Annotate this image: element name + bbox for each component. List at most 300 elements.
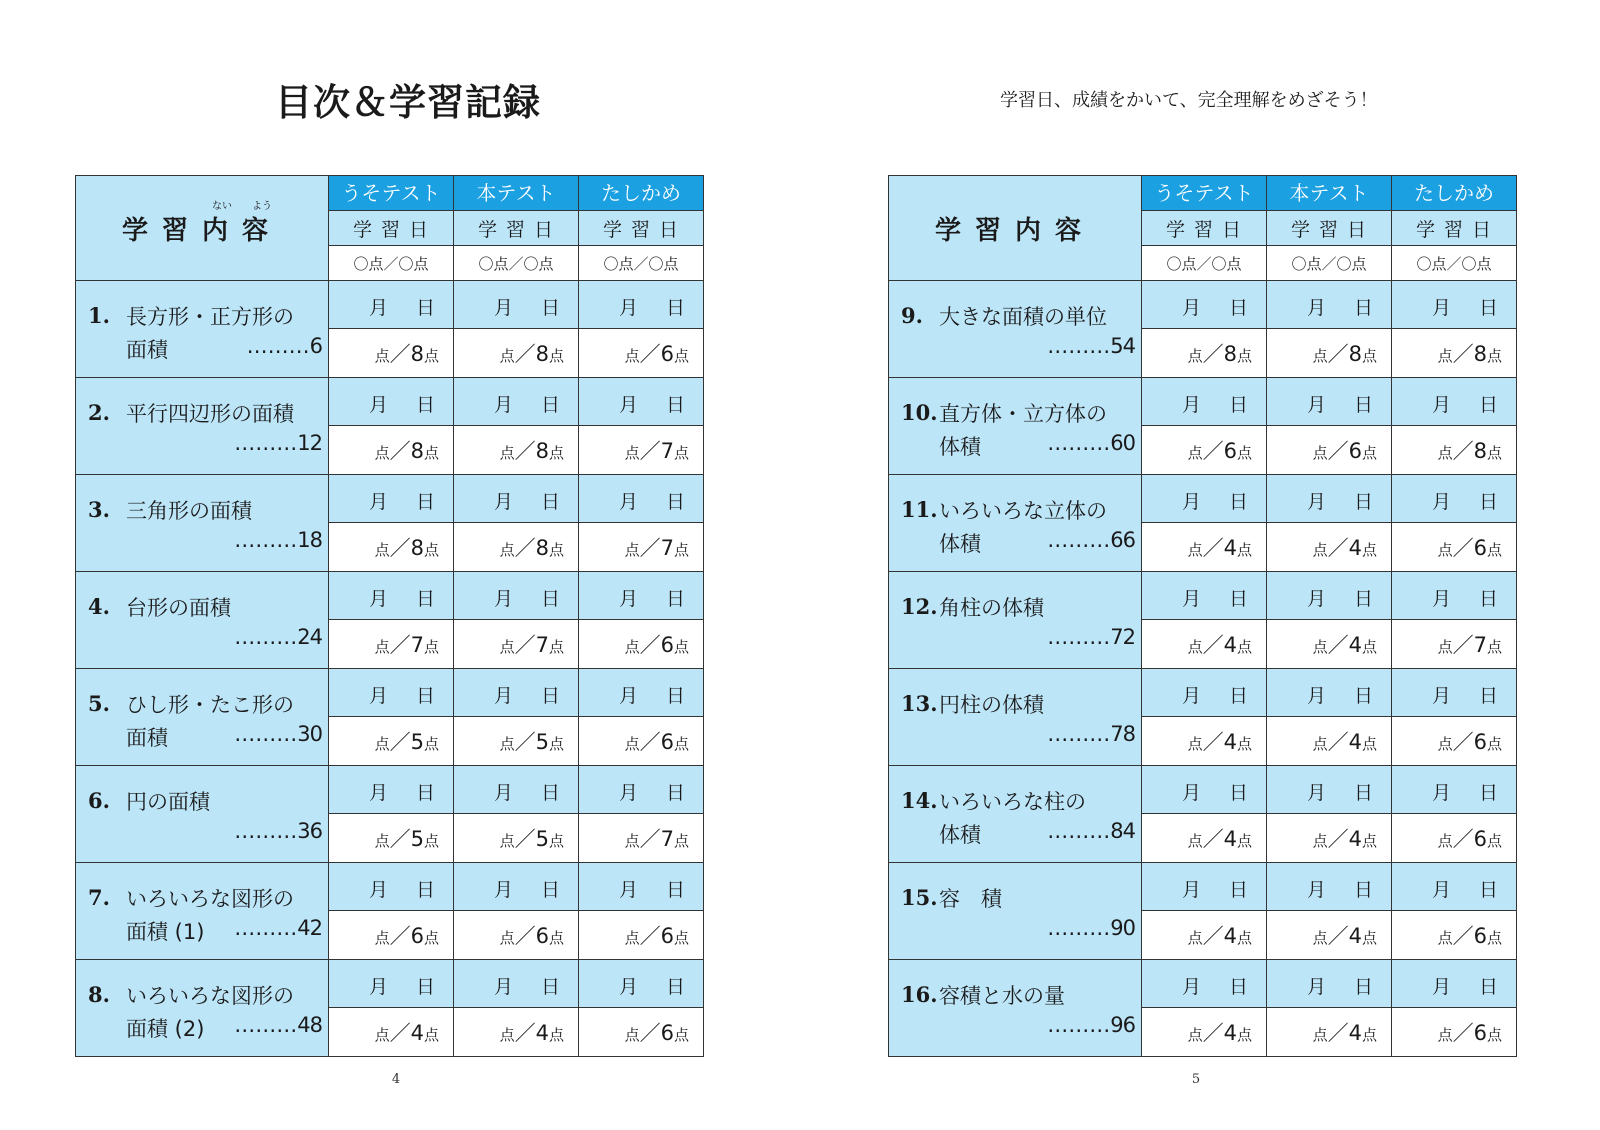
max-score: 8 xyxy=(410,439,424,463)
study-date-field[interactable] xyxy=(329,960,454,1008)
point-label: 点 xyxy=(499,347,515,365)
score-field[interactable] xyxy=(1142,1008,1267,1057)
lesson-cell xyxy=(76,960,329,1057)
study-date-field[interactable] xyxy=(329,378,454,426)
study-date-field[interactable] xyxy=(579,669,704,717)
slash: ／ xyxy=(514,924,536,948)
lesson-title-line2: 面積 (2) xyxy=(126,1017,205,1041)
score-field[interactable] xyxy=(1392,620,1517,669)
point-label: 点 xyxy=(1187,832,1203,850)
score-field[interactable] xyxy=(1392,523,1517,572)
day-label: 日 xyxy=(1228,685,1248,707)
lesson-number: 15. xyxy=(901,885,938,910)
month-label: 月 xyxy=(369,297,389,319)
study-date-field[interactable] xyxy=(1142,960,1267,1008)
max-score: 6 xyxy=(1473,730,1487,754)
day-label: 日 xyxy=(1353,394,1373,416)
point-label: 点 xyxy=(1187,444,1203,462)
month-label: 月 xyxy=(369,879,389,901)
max-score: 7 xyxy=(410,633,424,657)
lesson-number: 11. xyxy=(901,497,938,522)
slash: ／ xyxy=(514,342,536,366)
lesson-row-date xyxy=(889,572,1517,620)
day-label: 日 xyxy=(1228,879,1248,901)
month-label: 月 xyxy=(1182,782,1202,804)
score-field[interactable] xyxy=(454,620,579,669)
lesson-content xyxy=(889,475,1141,570)
lesson-cell xyxy=(889,766,1142,863)
day-label: 日 xyxy=(665,782,685,804)
point-label: 点 xyxy=(548,832,564,850)
point-label: 点 xyxy=(1312,638,1328,656)
slash: ／ xyxy=(389,633,411,657)
lesson-row-date xyxy=(889,281,1517,329)
month-label: 月 xyxy=(1432,685,1452,707)
lesson-title: 台形の面積 xyxy=(126,596,231,620)
point-label: 点 xyxy=(1187,638,1203,656)
score-field[interactable] xyxy=(329,329,454,378)
lesson-content xyxy=(76,572,328,667)
score-field[interactable] xyxy=(1267,620,1392,669)
month-label: 月 xyxy=(1432,588,1452,610)
point-label: 点 xyxy=(1437,735,1453,753)
score-field[interactable] xyxy=(329,717,454,766)
score-field[interactable] xyxy=(329,620,454,669)
lesson-row-date xyxy=(889,960,1517,1008)
point-label: 点 xyxy=(1361,638,1377,656)
leader-dots: ……… xyxy=(234,431,298,455)
lesson-cell xyxy=(889,281,1142,378)
lesson-cell xyxy=(889,669,1142,766)
slash: ／ xyxy=(1327,924,1349,948)
point-label: 点 xyxy=(423,638,439,656)
point-label: 点 xyxy=(499,1026,515,1044)
lesson-page-ref xyxy=(1047,528,1135,552)
study-date-field[interactable] xyxy=(579,475,704,523)
study-date-field[interactable] xyxy=(1267,475,1392,523)
page-ref-number: 6 xyxy=(309,334,322,358)
lesson-content xyxy=(76,766,328,861)
lesson-cell xyxy=(76,766,329,863)
page-title: 目次＆学習記録 xyxy=(275,81,541,124)
point-label: 点 xyxy=(1437,444,1453,462)
point-label: 点 xyxy=(1236,735,1252,753)
lesson-cell xyxy=(889,960,1142,1057)
lesson-number: 9. xyxy=(901,303,923,328)
score-field[interactable] xyxy=(454,814,579,863)
study-day-header: 学習日 xyxy=(329,211,454,246)
study-date-field[interactable] xyxy=(579,960,704,1008)
lesson-number: 4. xyxy=(88,594,110,619)
month-label: 月 xyxy=(1182,491,1202,513)
max-score: 7 xyxy=(660,827,674,851)
month-label: 月 xyxy=(1432,976,1452,998)
content-header-char: 習 xyxy=(161,215,202,246)
lesson-title: 長方形・正方形の xyxy=(126,305,294,329)
lesson-page-ref xyxy=(1047,819,1135,843)
max-score: 6 xyxy=(660,633,674,657)
score-field[interactable] xyxy=(329,911,454,960)
score-field[interactable] xyxy=(1142,426,1267,475)
point-label: 点 xyxy=(423,929,439,947)
study-date-field[interactable] xyxy=(454,766,579,814)
slash: ／ xyxy=(639,730,661,754)
day-label: 日 xyxy=(665,976,685,998)
lesson-page-ref xyxy=(234,1013,322,1037)
lesson-number: 5. xyxy=(88,691,110,716)
point-label: 点 xyxy=(673,541,689,559)
score-field[interactable] xyxy=(1142,523,1267,572)
point-label: 点 xyxy=(1361,347,1377,365)
score-field[interactable] xyxy=(1392,329,1517,378)
slash: ／ xyxy=(1202,730,1224,754)
slash: ／ xyxy=(1452,1021,1474,1045)
leader-dots: ……… xyxy=(234,916,298,940)
study-date-field[interactable] xyxy=(1267,572,1392,620)
score-field[interactable] xyxy=(454,1008,579,1057)
study-date-field[interactable] xyxy=(1267,378,1392,426)
point-label: 点 xyxy=(1312,929,1328,947)
month-label: 月 xyxy=(1182,588,1202,610)
lesson-title: 三角形の面積 xyxy=(126,499,252,523)
point-label: 点 xyxy=(1486,638,1502,656)
score-field[interactable] xyxy=(1267,717,1392,766)
day-label: 日 xyxy=(665,297,685,319)
month-label: 月 xyxy=(1182,685,1202,707)
max-score: 4 xyxy=(1348,536,1362,560)
page-ref-number: 18 xyxy=(297,528,322,552)
score-field[interactable] xyxy=(1142,911,1267,960)
point-label: 点 xyxy=(1312,832,1328,850)
score-field[interactable] xyxy=(579,1008,704,1057)
study-date-field[interactable] xyxy=(1142,863,1267,911)
point-label: 点 xyxy=(673,638,689,656)
point-label: 点 xyxy=(374,832,390,850)
study-date-field[interactable] xyxy=(579,863,704,911)
max-score: 4 xyxy=(1223,633,1237,657)
score-field[interactable] xyxy=(1267,814,1392,863)
day-label: 日 xyxy=(665,394,685,416)
max-score: 8 xyxy=(535,536,549,560)
month-label: 月 xyxy=(619,297,639,319)
leader-dots: ……… xyxy=(1047,334,1111,358)
study-date-field[interactable] xyxy=(1267,863,1392,911)
study-date-field[interactable] xyxy=(454,669,579,717)
lesson-row-date xyxy=(76,378,704,426)
score-field[interactable] xyxy=(454,329,579,378)
day-label: 日 xyxy=(1353,685,1373,707)
lesson-title: いろいろな図形の xyxy=(126,984,294,1008)
day-label: 日 xyxy=(415,782,435,804)
study-date-field[interactable] xyxy=(1142,378,1267,426)
day-label: 日 xyxy=(1478,394,1498,416)
score-field[interactable] xyxy=(579,911,704,960)
score-format-header: 〇点／〇点 xyxy=(329,246,454,281)
study-date-field[interactable] xyxy=(454,475,579,523)
score-field[interactable] xyxy=(329,523,454,572)
month-label: 月 xyxy=(1182,879,1202,901)
point-label: 点 xyxy=(1187,929,1203,947)
study-date-field[interactable] xyxy=(329,572,454,620)
max-score: 6 xyxy=(1223,439,1237,463)
score-field[interactable] xyxy=(579,426,704,475)
ruby-char xyxy=(202,200,243,247)
page-ref-number: 54 xyxy=(1110,334,1135,358)
score-field[interactable] xyxy=(454,911,579,960)
point-label: 点 xyxy=(1361,929,1377,947)
lesson-content xyxy=(889,281,1141,376)
leader-dots: ……… xyxy=(1047,1013,1111,1037)
month-label: 月 xyxy=(619,491,639,513)
study-date-field[interactable] xyxy=(329,766,454,814)
month-label: 月 xyxy=(1307,297,1327,319)
leader-dots: ……… xyxy=(234,722,298,746)
study-date-field[interactable] xyxy=(1392,378,1517,426)
point-label: 点 xyxy=(673,832,689,850)
score-field[interactable] xyxy=(1392,426,1517,475)
study-date-field[interactable] xyxy=(454,863,579,911)
lesson-cell xyxy=(76,863,329,960)
study-date-field[interactable] xyxy=(1142,766,1267,814)
max-score: 8 xyxy=(410,342,424,366)
point-label: 点 xyxy=(624,638,640,656)
lesson-page-ref xyxy=(1047,431,1135,455)
lesson-page-ref xyxy=(234,625,322,649)
leader-dots: ……… xyxy=(1047,722,1111,746)
score-field[interactable] xyxy=(579,717,704,766)
study-date-field[interactable] xyxy=(1392,960,1517,1008)
lesson-row-date xyxy=(889,669,1517,717)
score-field[interactable] xyxy=(454,717,579,766)
point-label: 点 xyxy=(624,541,640,559)
max-score: 6 xyxy=(410,924,424,948)
study-date-field[interactable] xyxy=(454,572,579,620)
page-ref-number: 90 xyxy=(1110,916,1135,940)
max-score: 6 xyxy=(1473,924,1487,948)
slash: ／ xyxy=(639,633,661,657)
point-label: 点 xyxy=(1236,929,1252,947)
point-label: 点 xyxy=(1361,541,1377,559)
study-date-field[interactable] xyxy=(1267,960,1392,1008)
slash: ／ xyxy=(639,827,661,851)
month-label: 月 xyxy=(1307,491,1327,513)
study-date-field[interactable] xyxy=(1267,766,1392,814)
point-label: 点 xyxy=(499,638,515,656)
score-field[interactable] xyxy=(1267,911,1392,960)
content-header-char: 内 xyxy=(1015,215,1056,246)
max-score: 8 xyxy=(1223,342,1237,366)
lesson-cell xyxy=(76,475,329,572)
score-field[interactable] xyxy=(329,426,454,475)
point-label: 点 xyxy=(374,444,390,462)
lesson-content xyxy=(889,766,1141,861)
day-label: 日 xyxy=(540,491,560,513)
page-ref-number: 60 xyxy=(1110,431,1135,455)
lesson-title-line2: 面積 xyxy=(126,726,168,750)
study-date-field[interactable] xyxy=(1142,572,1267,620)
score-field[interactable] xyxy=(1142,717,1267,766)
lesson-title: 容積と水の量 xyxy=(939,984,1065,1008)
lesson-number: 2. xyxy=(88,400,110,425)
study-date-field[interactable] xyxy=(1392,281,1517,329)
score-field[interactable] xyxy=(1267,523,1392,572)
page-ref-number: 96 xyxy=(1110,1013,1135,1037)
month-label: 月 xyxy=(1432,297,1452,319)
score-field[interactable] xyxy=(1267,1008,1392,1057)
score-field[interactable] xyxy=(1392,911,1517,960)
month-label: 月 xyxy=(494,879,514,901)
leader-dots: ……… xyxy=(246,334,310,358)
max-score: 4 xyxy=(1348,827,1362,851)
point-label: 点 xyxy=(1361,735,1377,753)
point-label: 点 xyxy=(423,444,439,462)
lesson-title-line2: 体積 xyxy=(939,823,981,847)
study-date-field[interactable] xyxy=(454,960,579,1008)
study-date-field[interactable] xyxy=(1267,281,1392,329)
day-label: 日 xyxy=(415,297,435,319)
lesson-number: 3. xyxy=(88,497,110,522)
point-label: 点 xyxy=(374,929,390,947)
test-header: たしかめ xyxy=(1392,176,1517,211)
study-date-field[interactable] xyxy=(454,281,579,329)
content-header xyxy=(76,176,329,281)
slash: ／ xyxy=(1327,633,1349,657)
study-date-field[interactable] xyxy=(1392,669,1517,717)
study-date-field[interactable] xyxy=(579,572,704,620)
study-date-field[interactable] xyxy=(579,766,704,814)
study-date-field[interactable] xyxy=(454,378,579,426)
max-score: 6 xyxy=(1473,827,1487,851)
score-field[interactable] xyxy=(1142,620,1267,669)
study-date-field[interactable] xyxy=(1142,475,1267,523)
study-date-field[interactable] xyxy=(1392,766,1517,814)
study-date-field[interactable] xyxy=(329,669,454,717)
month-label: 月 xyxy=(619,685,639,707)
point-label: 点 xyxy=(1437,929,1453,947)
score-field[interactable] xyxy=(1267,426,1392,475)
lesson-page-ref xyxy=(1047,1013,1135,1037)
day-label: 日 xyxy=(1228,491,1248,513)
month-label: 月 xyxy=(619,976,639,998)
slash: ／ xyxy=(1202,1021,1224,1045)
study-day-header: 学習日 xyxy=(1392,211,1517,246)
lesson-title: いろいろな図形の xyxy=(126,887,294,911)
score-field[interactable] xyxy=(454,523,579,572)
lesson-row-date xyxy=(889,475,1517,523)
score-field[interactable] xyxy=(454,426,579,475)
month-label: 月 xyxy=(1432,782,1452,804)
study-date-field[interactable] xyxy=(1392,863,1517,911)
score-field[interactable] xyxy=(1142,814,1267,863)
study-date-field[interactable] xyxy=(579,281,704,329)
score-field[interactable] xyxy=(579,814,704,863)
study-date-field[interactable] xyxy=(329,281,454,329)
score-field[interactable] xyxy=(579,523,704,572)
day-label: 日 xyxy=(1228,297,1248,319)
score-field[interactable] xyxy=(579,329,704,378)
month-label: 月 xyxy=(494,976,514,998)
ruby-base: 容 xyxy=(242,215,283,246)
month-label: 月 xyxy=(494,297,514,319)
point-label: 点 xyxy=(423,1026,439,1044)
score-field[interactable] xyxy=(1392,1008,1517,1057)
slash: ／ xyxy=(1452,827,1474,851)
slash: ／ xyxy=(389,730,411,754)
score-field[interactable] xyxy=(1392,814,1517,863)
score-field[interactable] xyxy=(329,814,454,863)
study-date-field[interactable] xyxy=(579,378,704,426)
max-score: 4 xyxy=(1348,730,1362,754)
lesson-content xyxy=(889,863,1141,958)
study-date-field[interactable] xyxy=(1392,572,1517,620)
lesson-page-ref xyxy=(234,916,322,940)
max-score: 6 xyxy=(1473,1021,1487,1045)
max-score: 4 xyxy=(1348,1021,1362,1045)
score-field[interactable] xyxy=(329,1008,454,1057)
slash: ／ xyxy=(389,342,411,366)
point-label: 点 xyxy=(1236,638,1252,656)
slash: ／ xyxy=(1452,633,1474,657)
score-field[interactable] xyxy=(1267,329,1392,378)
study-date-field[interactable] xyxy=(1142,281,1267,329)
max-score: 5 xyxy=(410,730,424,754)
study-date-field[interactable] xyxy=(329,863,454,911)
month-label: 月 xyxy=(1182,394,1202,416)
lesson-content xyxy=(76,475,328,570)
month-label: 月 xyxy=(1307,394,1327,416)
slash: ／ xyxy=(1202,924,1224,948)
max-score: 6 xyxy=(1473,536,1487,560)
month-label: 月 xyxy=(494,588,514,610)
lesson-content xyxy=(76,281,328,376)
page-ref-number: 36 xyxy=(297,819,322,843)
score-field[interactable] xyxy=(1392,717,1517,766)
slash: ／ xyxy=(1327,439,1349,463)
point-label: 点 xyxy=(548,541,564,559)
toc-table-right xyxy=(888,175,1517,1057)
point-label: 点 xyxy=(374,735,390,753)
point-label: 点 xyxy=(548,735,564,753)
day-label: 日 xyxy=(1228,782,1248,804)
day-label: 日 xyxy=(1228,394,1248,416)
lesson-title: ひし形・たこ形の xyxy=(126,693,294,717)
study-date-field[interactable] xyxy=(1142,669,1267,717)
lesson-row-date xyxy=(76,766,704,814)
month-label: 月 xyxy=(369,685,389,707)
test-header: たしかめ xyxy=(579,176,704,211)
max-score: 8 xyxy=(1473,439,1487,463)
score-format-header: 〇点／〇点 xyxy=(1392,246,1517,281)
test-header: 本テスト xyxy=(454,176,579,211)
content-header-char: 学 xyxy=(934,215,975,246)
score-field[interactable] xyxy=(1142,329,1267,378)
lesson-title: 角柱の体積 xyxy=(939,596,1044,620)
max-score: 7 xyxy=(660,536,674,560)
study-date-field[interactable] xyxy=(1392,475,1517,523)
slash: ／ xyxy=(389,827,411,851)
lesson-row-date xyxy=(76,669,704,717)
point-label: 点 xyxy=(423,735,439,753)
lesson-number: 6. xyxy=(88,788,110,813)
slash: ／ xyxy=(1202,342,1224,366)
study-date-field[interactable] xyxy=(329,475,454,523)
point-label: 点 xyxy=(1361,832,1377,850)
score-field[interactable] xyxy=(579,620,704,669)
slash: ／ xyxy=(1327,827,1349,851)
study-date-field[interactable] xyxy=(1267,669,1392,717)
slash: ／ xyxy=(389,536,411,560)
max-score: 8 xyxy=(535,439,549,463)
